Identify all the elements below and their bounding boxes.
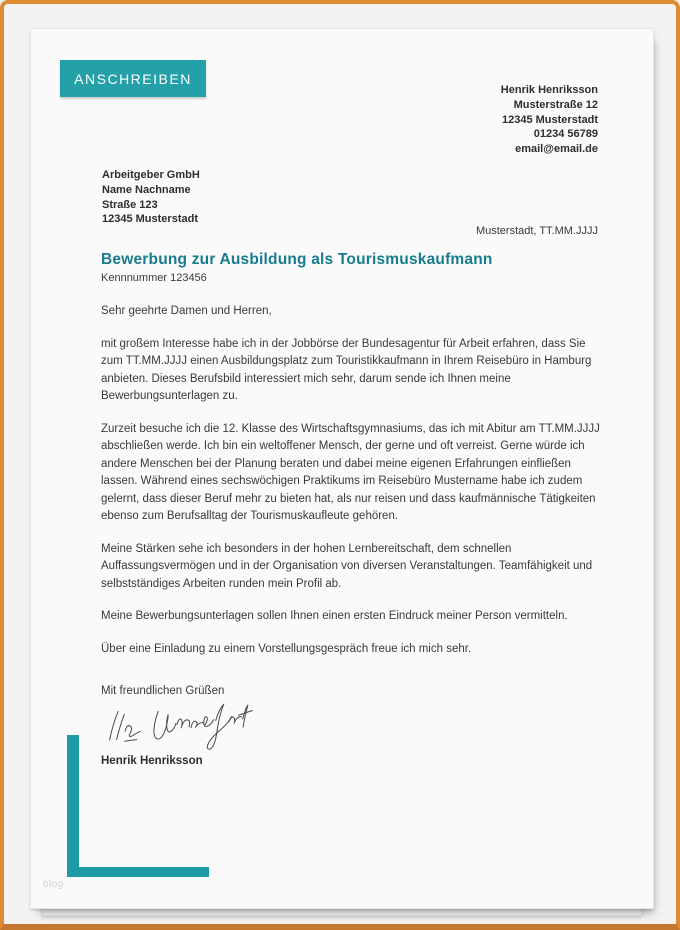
recipient-address-block [102, 168, 200, 227]
decorative-corner-bar-horizontal [67, 867, 209, 877]
document-type-badge: anschreiben [60, 60, 206, 97]
date-line: Musterstadt, TT.MM.JJJJ [475, 225, 598, 237]
paragraph-4: Meine Bewerbungsunterlagen sollen Ihnen einen ersten Eindruck meiner Person vermitteln. [101, 610, 568, 622]
decorative-corner-bar-vertical [67, 735, 79, 877]
reference-number: Kennnummer 123456 [101, 272, 207, 284]
letter-body [101, 251, 605, 767]
signer-name: Henrik Henriksson [101, 755, 203, 767]
paragraph-3: Meine Stärken sehe ich besonders in der hohen Lernbereitschaft, dem schnellen Auffassungsvermögen und in der Organisation von diversen Veranstaltungen. Teamfähigkeit und selbstständiges Arbeiten runden mein Profil ab. [101, 542, 593, 590]
closing-formula: Mit freundlichen Grüßen [101, 685, 225, 697]
subject-line: Bewerbung zur Ausbildung als Tourismuskaufmann [101, 251, 493, 268]
recipient-contact: Name Nachname [102, 183, 191, 196]
recipient-city: 12345 Musterstadt [102, 213, 198, 226]
sender-address-block [501, 83, 598, 157]
sender-name: Henrik Henriksson [500, 84, 598, 96]
salutation: Sehr geehrte Damen und Herren, [101, 305, 272, 317]
watermark-text: blog [43, 879, 64, 890]
letter-page [30, 28, 654, 909]
sender-email: email@email.de [515, 143, 598, 156]
sender-city: 12345 Musterstadt [502, 113, 598, 126]
recipient-street: Straße 123 [102, 198, 158, 211]
recipient-company: Arbeitgeber GmbH [102, 169, 200, 181]
paragraph-2: Zurzeit besuche ich die 12. Klasse des Wirtschaftsgymnasiums, das ich mit Abitur am TT.MM.JJJJ abschließen werde. Ich bin ein weltoffener Mensch, der gerne und oft verreist. Gerne würde ich andere Menschen bei der Planung beraten und dabei meine eigenen Erfahrungen einfließen lassen. Während eines sechswöchigen Praktikums im Reisebüro Mustername habe ich zudem gelernt, dass dieser Beruf mehr zu bieten hat, als nur reisen und dass kaufmännische Tätigkeiten ebenso zum Berufsalltag der Tourismuskaufleute gehören. [101, 422, 600, 522]
signature-image [101, 700, 605, 752]
sender-street: Musterstraße 12 [513, 98, 598, 111]
paragraph-5: Über eine Einladung zu einem Vorstellungsgespräch freue ich mich sehr. [101, 642, 472, 655]
sender-phone: 01234 56789 [533, 128, 598, 141]
paragraph-1: mit großem Interesse habe ich in der Jobbörse der Bundesagentur für Arbeit erfahren, dass Sie zum TT.MM.JJJJ einen Ausbildungsplatz zum Touristikkaufmann in Ihrem Reisebüro in Hamburg anbieten. Dieses Berufsbild interessiert mich sehr, darum sende ich Ihnen meine Bewerbungsunterlagen zu. [101, 337, 592, 402]
